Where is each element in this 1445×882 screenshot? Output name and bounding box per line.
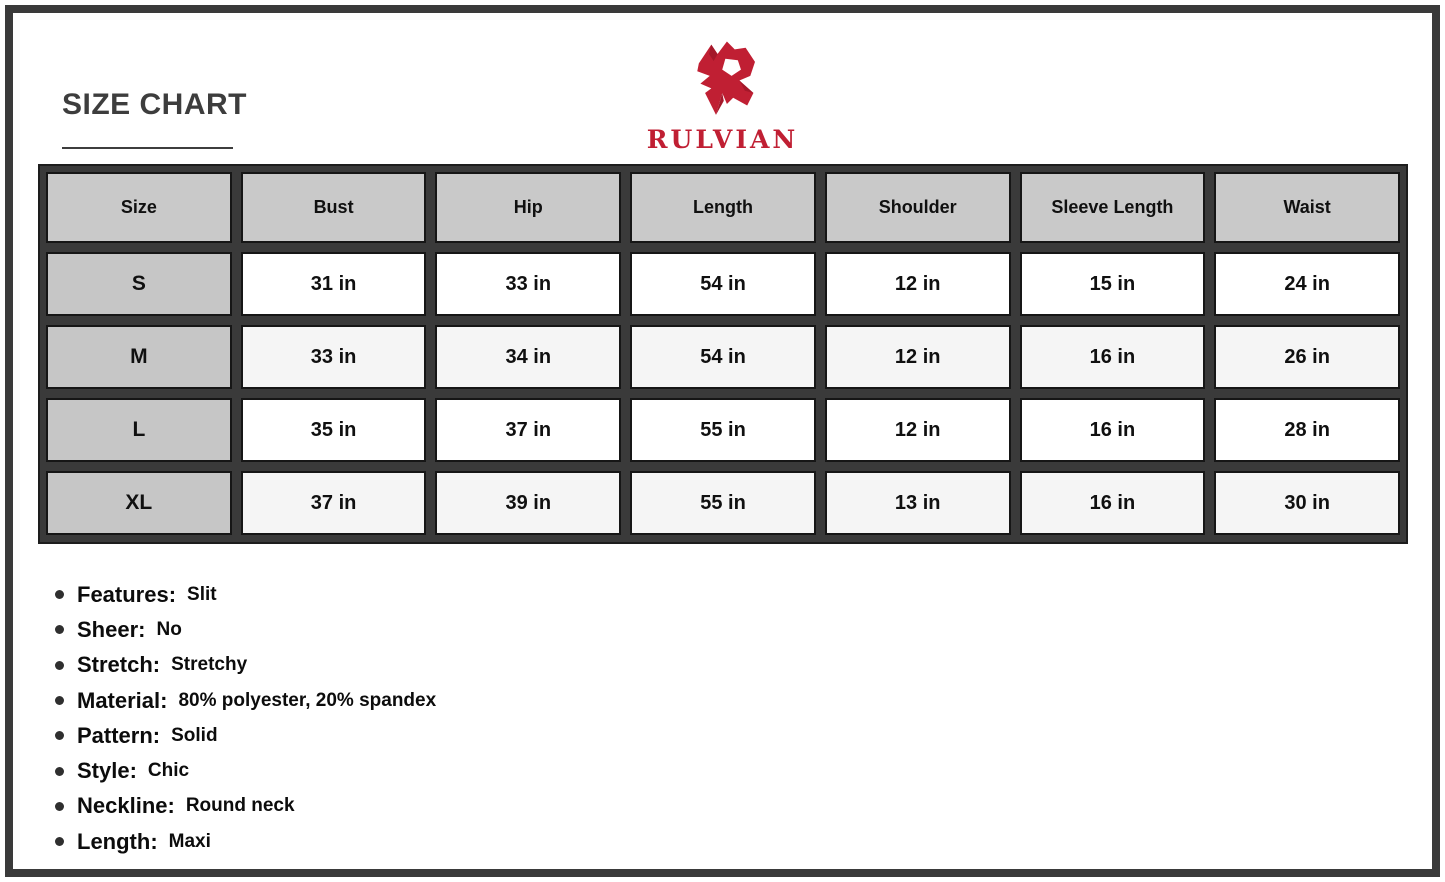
measurement-cell: 13 in [825,471,1011,535]
column-header-shoulder: Shoulder [825,172,1011,243]
brand-logo-icon [684,36,762,122]
detail-label: Style: [77,758,137,784]
bullet-icon [55,696,64,705]
size-chart-table [38,164,1408,544]
measurement-cell: 26 in [1214,325,1400,389]
detail-label: Features: [77,581,177,607]
bullet-icon [55,661,64,670]
bullet-icon [55,590,64,599]
list-item [55,648,436,683]
list-item [55,683,436,718]
measurement-cell: 34 in [435,325,621,389]
measurement-cell: 55 in [630,471,816,535]
measurement-cell: 55 in [630,398,816,462]
detail-label: Sheer: [77,616,146,642]
size-cell: XL [46,471,232,535]
measurement-cell: 54 in [630,252,816,316]
column-header-bust: Bust [241,172,427,243]
measurement-cell: 33 in [241,325,427,389]
measurement-cell: 54 in [630,325,816,389]
detail-label: Pattern: [77,722,161,748]
measurement-cell: 16 in [1020,325,1206,389]
measurement-cell: 35 in [241,398,427,462]
column-header-size: Size [46,172,232,243]
measurement-cell: 31 in [241,252,427,316]
bullet-icon [55,837,64,846]
detail-value: Slit [187,583,217,605]
size-cell: S [46,252,232,316]
measurement-cell: 12 in [825,252,1011,316]
list-item [55,718,436,753]
detail-label: Stretch: [77,652,161,678]
bullet-icon [55,802,64,811]
column-header-hip: Hip [435,172,621,243]
list-item [55,824,436,859]
brand-wordmark: RULVIAN [646,125,799,154]
page-title: SIZE CHART [62,88,247,121]
measurement-cell: 12 in [825,325,1011,389]
bullet-icon [55,731,64,740]
detail-value: Round neck [185,795,295,817]
detail-label: Length: [77,828,158,854]
detail-value: Maxi [168,830,211,852]
detail-label: Neckline: [77,793,175,819]
list-item [55,789,436,824]
list-item [55,577,436,612]
title-underline [62,147,233,149]
product-details-list [55,577,436,859]
measurement-cell: 39 in [435,471,621,535]
measurement-cell: 37 in [241,471,427,535]
detail-value: Stretchy [171,654,248,676]
detail-value: No [156,618,182,640]
detail-value: Solid [171,724,218,746]
detail-label: Material: [77,687,168,713]
bullet-icon [55,767,64,776]
list-item [55,753,436,788]
brand-block [647,36,799,154]
column-header-waist: Waist [1214,172,1400,243]
measurement-cell: 12 in [825,398,1011,462]
bullet-icon [55,625,64,634]
column-header-length: Length [630,172,816,243]
list-item [55,612,436,647]
size-cell: L [46,398,232,462]
measurement-cell: 28 in [1214,398,1400,462]
detail-value: Chic [147,760,190,782]
measurement-cell: 16 in [1020,398,1206,462]
detail-value: 80% polyester, 20% spandex [178,689,437,711]
measurement-cell: 33 in [435,252,621,316]
measurement-cell: 16 in [1020,471,1206,535]
column-header-sleeve-length: Sleeve Length [1020,172,1206,243]
measurement-cell: 15 in [1020,252,1206,316]
measurement-cell: 30 in [1214,471,1400,535]
measurement-cell: 37 in [435,398,621,462]
size-cell: M [46,325,232,389]
measurement-cell: 24 in [1214,252,1400,316]
